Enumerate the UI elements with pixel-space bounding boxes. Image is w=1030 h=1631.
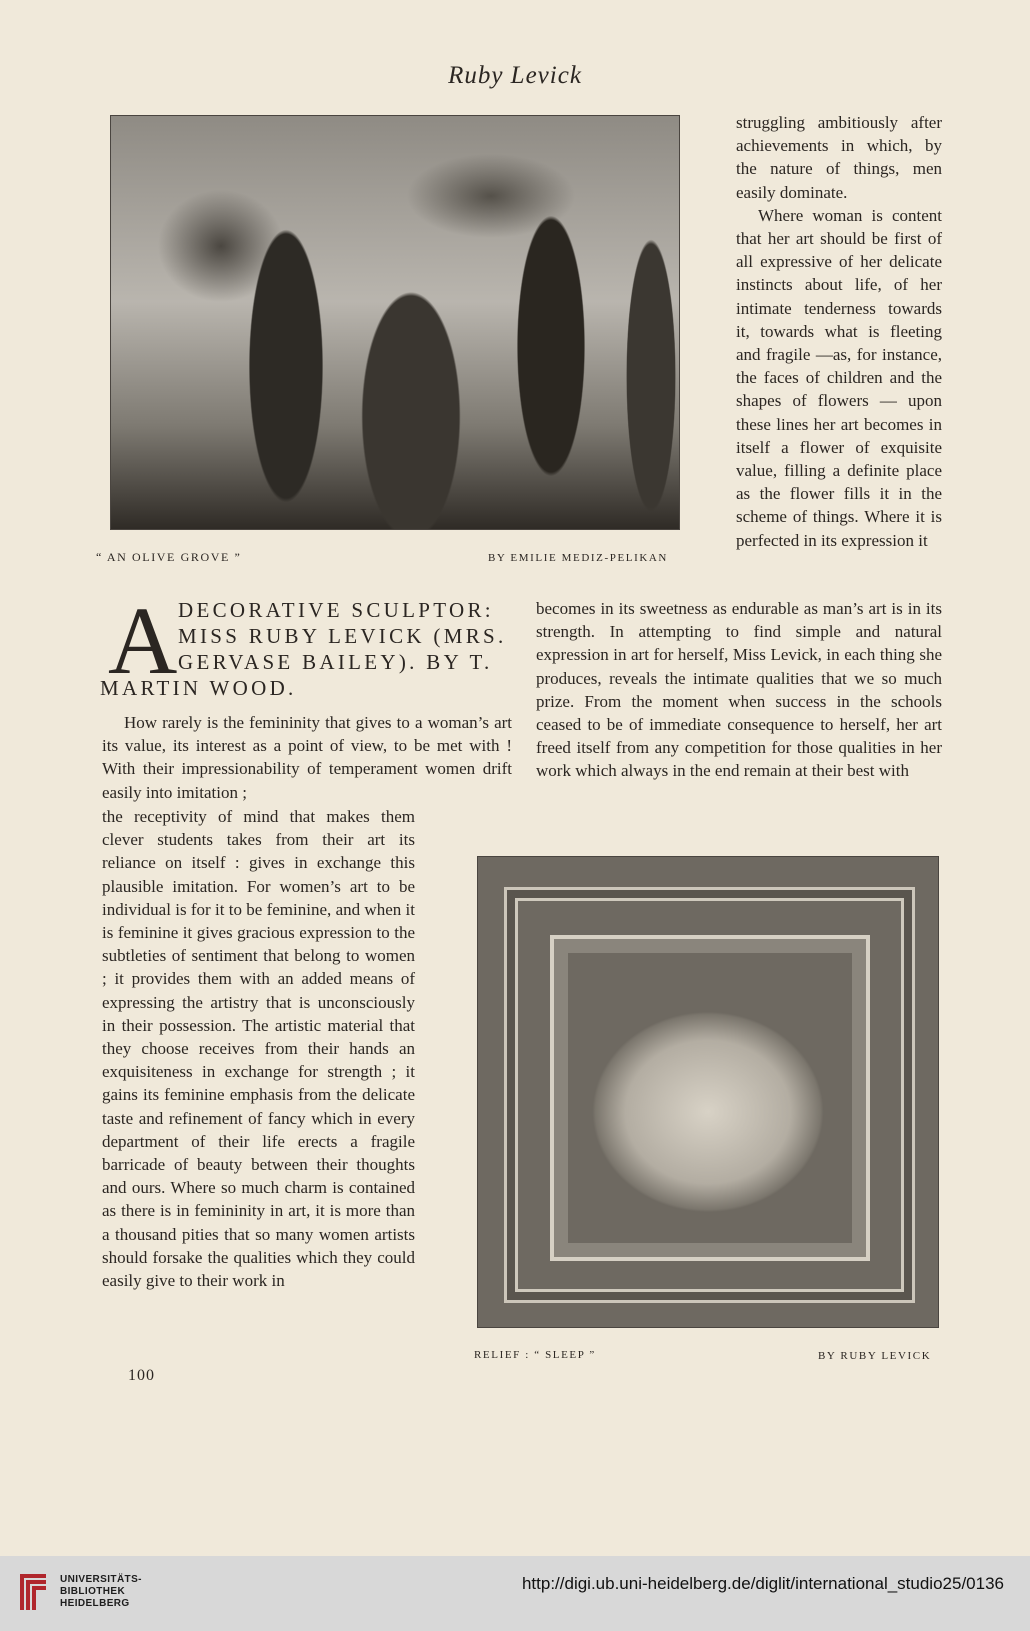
figure2-caption-artist: BY RUBY LEVICK [818,1350,932,1362]
running-head: Ruby Levick [448,62,582,89]
olive-grove-illustration [110,115,680,530]
library-logo-icon [18,1570,54,1612]
library-name-line: BIBLIOTHEK [60,1586,126,1597]
paragraph: becomes in its sweetness as endurable as man’s art is in its strength. In attempting to find simple and natural expression in art for herself, Miss Levick, in each thing she produces, reveals the intimate qualities that we so much prize. From the moment when success in the schools ceased to be of immediate consequence to herself, her art freed itself from any competition for those qualities in her work which always in the end remain at their best with [536,599,942,781]
figure2-caption-title: RELIEF : “ SLEEP ” [474,1349,596,1361]
footer-bar [0,1556,1030,1631]
headline-line: DECORATIVE SCULPTOR: [178,598,494,622]
library-name-line: UNIVERSITÄTS- [60,1574,142,1585]
right-column-middle [536,597,942,783]
figure1-caption-title: “ AN OLIVE GROVE ” [96,550,242,564]
headline-line: MARTIN WOOD. [100,676,297,700]
right-column-top [736,111,942,552]
relief-inner-frame [550,935,870,1261]
library-name [60,1574,142,1610]
drop-cap: A [108,587,178,694]
page-number: 100 [128,1367,155,1384]
headline-line: GERVASE BAILEY). BY T. [178,650,493,674]
left-column-continuation [102,805,415,1292]
paragraph: Where woman is content that her art should be first of all expressive of her delicate instincts about life, of her intimate tenderness towards it, towards what is fleeting and fragile —as, for instance, the faces of children and the shapes of flowers — upon these lines her art becomes in itself a flower of exquisite value, filling a definite place as the flower fills it in the scheme of things. Where it is perfected in its expression it [736,205,942,550]
figure1-caption-artist: BY EMILIE MEDIZ-PELIKAN [488,552,668,564]
paragraph: struggling ambitiously after achievements in which, by the nature of things, men easily dominate. [736,113,942,202]
library-name-line: HEIDELBERG [60,1598,130,1609]
article-headline [100,587,515,701]
headline-line: MISS RUBY LEVICK (MRS. [178,624,507,648]
paragraph: How rarely is the femininity that gives to a woman’s art its value, its interest as a point of view, to be met with ! With their impressionability of temperament women drift easily into imitation ; [102,713,512,802]
source-url-link[interactable]: http://digi.ub.uni-heidelberg.de/diglit/international_studio25/0136 [521,1574,1004,1593]
paragraph: the receptivity of mind that makes them clever students takes from their art its reliance on itself : gives in exchange this plausible imitation. For women’s art to be individual is for it to be feminine, and when it is feminine it gives gracious expression to the subtleties of sentiment that belong to women ; it provides them with an added means of expressing the artistry that is unconsciously in their possession. The artistic material that they choose receives from their hands an exquisiteness in exchange for strength ; it gains its feminine emphasis from the delicate taste and refinement of fancy which in every department of their life erects a fragile barricade of beauty between their thoughts and ours. Where so much charm is contained as there is in femininity in art, it is more than a thousand pities that so many women artists should forsake the qualities which they could easily give to their work in [102,807,415,1291]
left-column-opening [102,711,512,804]
sleep-relief-illustration [477,856,939,1328]
